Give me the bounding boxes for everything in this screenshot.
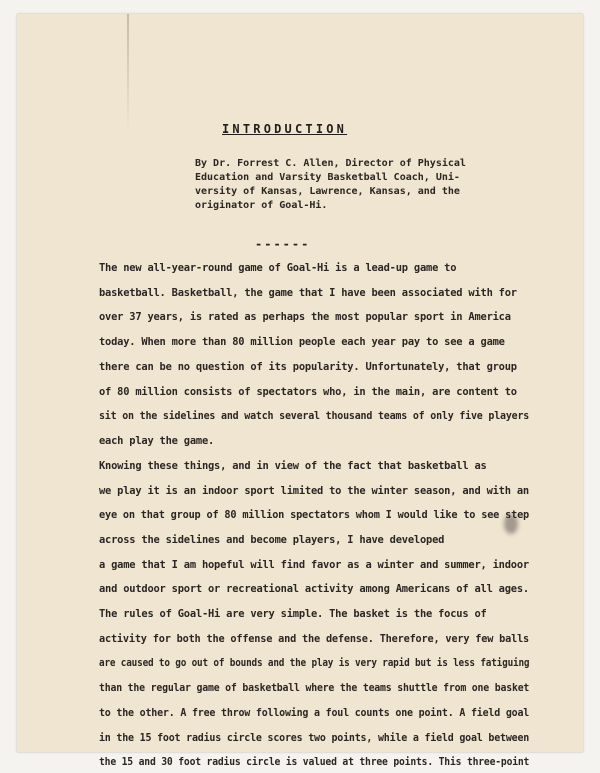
body-line: The new all-year-round game of Goal-Hi is a lead-up game to	[99, 262, 457, 274]
byline-line: Education and Varsity Basketball Coach, Uni-	[195, 172, 460, 183]
section-divider: ------	[255, 237, 311, 251]
document-page	[17, 14, 583, 768]
body-line: basketball. Basketball, the game that I have been associated with for	[99, 287, 517, 299]
body-line: Knowing these things, and in view of the fact that basketball as	[99, 460, 487, 472]
body-line: activity for both the offense and the defense. Therefore, very few balls	[99, 633, 530, 645]
paper-fold	[127, 14, 129, 134]
body-line: the 15 and 30 foot radius circle is valued at three points. This three-point	[99, 756, 530, 768]
body-line: The rules of Goal-Hi are very simple. The basket is the focus of	[99, 608, 487, 620]
body-line: over 37 years, is rated as perhaps the most popular sport in America	[99, 311, 511, 323]
body-line: each play the game.	[99, 435, 215, 447]
body-line: today. When more than 80 million people each year pay to see a game	[99, 336, 505, 348]
body-line: there can be no question of its popularity. Unfortunately, that group	[99, 361, 517, 373]
body-line: of 80 million consists of spectators who, in the main, are content to	[99, 386, 517, 398]
author-byline	[195, 157, 466, 213]
byline-line: originator of Goal-Hi.	[195, 200, 328, 211]
ink-smudge	[504, 514, 518, 534]
byline-line: By Dr. Forrest C. Allen, Director of Physical	[195, 158, 466, 169]
body-line: to the other. A free throw following a foul counts one point. A field goal	[99, 707, 530, 719]
byline-line: versity of Kansas, Lawrence, Kansas, and the	[195, 186, 460, 197]
body-line: a game that I am hopeful will find favor as a winter and summer, indoor	[99, 559, 529, 571]
body-line: and outdoor sport or recreational activity among Americans of all ages.	[99, 583, 529, 595]
body-line: in the 15 foot radius circle scores two points, while a field goal between	[99, 732, 530, 744]
document-title: INTRODUCTION	[222, 122, 348, 136]
body-line: than the regular game of basketball where the teams shuttle from one basket	[99, 682, 530, 694]
body-line: across the sidelines and become players, I have developed	[99, 534, 445, 546]
body-line: sit on the sidelines and watch several thousand teams of only five players	[99, 410, 530, 422]
body-line: we play it is an indoor sport limited to the winter season, and with an	[99, 485, 529, 497]
body-line: are caused to go out of bounds and the play is very rapid but is less fatiguing	[99, 657, 530, 669]
body-line: eye on that group of 80 million spectators whom I would like to see step	[99, 509, 530, 521]
